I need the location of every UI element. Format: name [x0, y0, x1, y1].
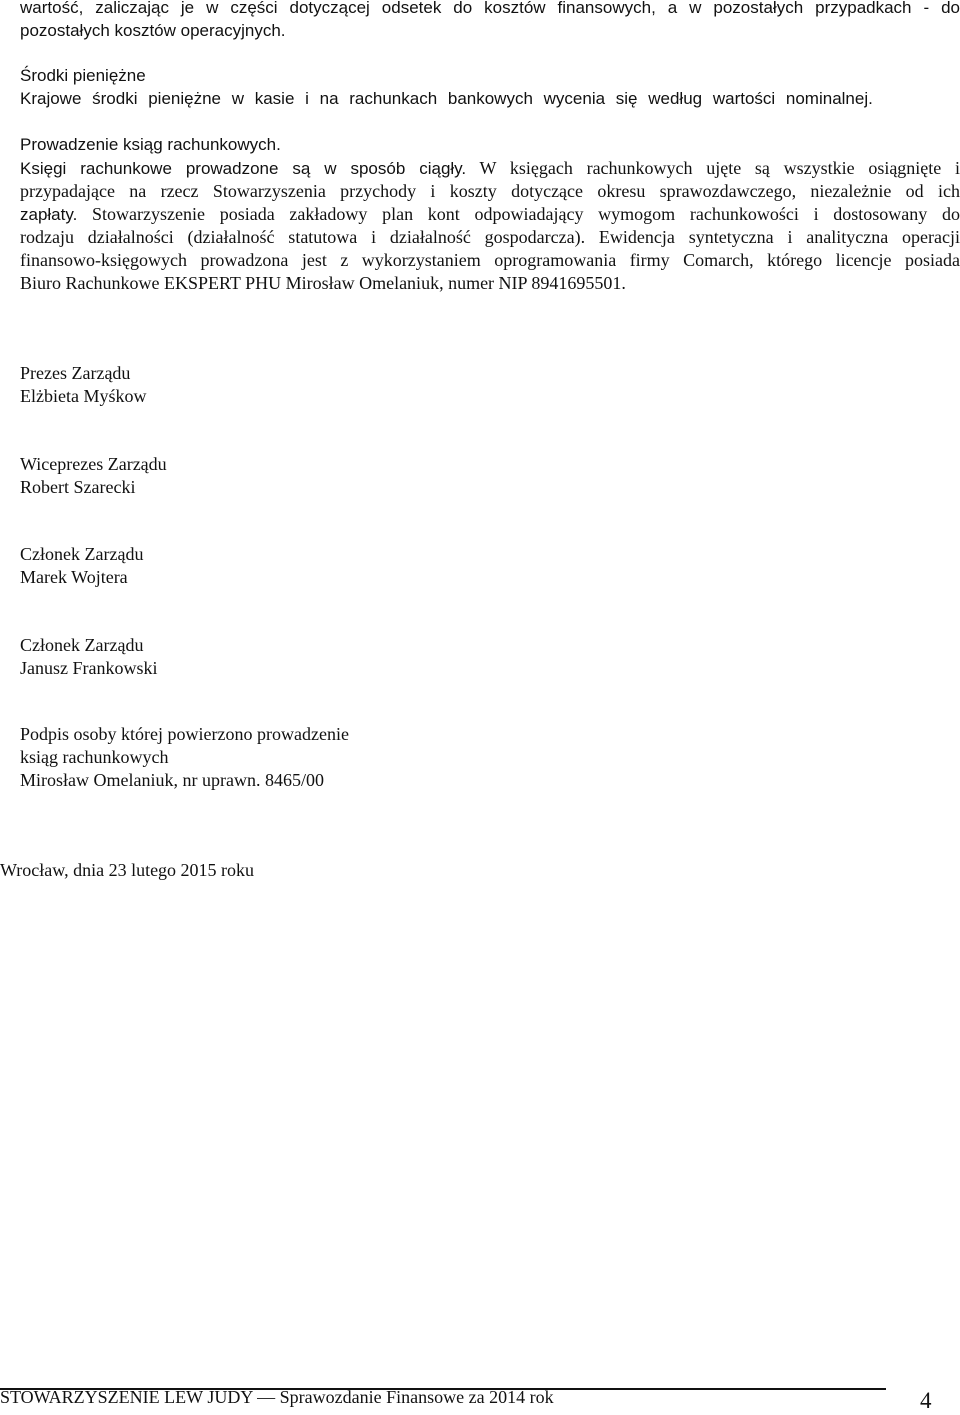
footer-title: [0, 1386, 554, 1409]
signature-name: Janusz Frankowski: [20, 658, 158, 678]
intro-line-2: pozostałych kosztów operacyjnych.: [20, 21, 286, 40]
signature-name: Marek Wojtera: [20, 567, 128, 587]
intro-line-1: wartość, zaliczając je w części dotyczącej odsetek do kosztów finansowych, a w pozostałych przypadkach - do: [20, 0, 960, 17]
bookkeeper-line-1: Podpis osoby której powierzono prowadzenie: [20, 724, 349, 744]
books-line-4: rodzaju działalności (działalność statutowa i działalność gospodarcza). Ewidencja syntetyczna i analityczna operacji: [20, 227, 960, 247]
signature-bookkeeper: [20, 723, 349, 792]
cash-text: Krajowe środki pieniężne w kasie i na rachunkach bankowych wycenia się według wartości nominalnej.: [20, 89, 873, 108]
signature-role: Członek Zarządu: [20, 635, 144, 655]
signature-role: Prezes Zarządu: [20, 363, 131, 383]
books-line-2: przypadające na rzecz Stowarzyszenia przychody i koszty dotyczące okresu sprawozdawczego, niezależnie od ich: [20, 181, 960, 201]
footer-separator: —: [252, 1387, 280, 1407]
footer-organization: STOWARZYSZENIE LEW JUDY: [0, 1387, 253, 1407]
signature-name: Elżbieta Myśkow: [20, 386, 147, 406]
books-heading: Prowadzenie ksiąg rachunkowych.: [20, 135, 281, 154]
page-number: 4: [920, 1388, 932, 1413]
signature-name: Robert Szarecki: [20, 477, 136, 497]
signature-role: Wiceprezes Zarządu: [20, 454, 167, 474]
signature-president: [20, 362, 146, 408]
books-line-1: [20, 157, 960, 180]
signature-vice-president: [20, 453, 167, 499]
books-line-1-lead: Księgi rachunkowe prowadzone są w sposób ciągły.: [20, 159, 467, 178]
books-line-6: Biuro Rachunkowe EKSPERT PHU Mirosław Omelaniuk, numer NIP 8941695501.: [20, 273, 626, 293]
cash-heading: Środki pieniężne: [20, 66, 146, 85]
signature-board-member-1: [20, 543, 143, 589]
footer-report-title: Sprawozdanie Finansowe za 2014 rok: [279, 1387, 554, 1407]
books-line-3-rest: Stowarzyszenie posiada zakładowy plan kont odpowiadający wymogom rachunkowości i dostosowany do: [77, 204, 960, 224]
books-line-3-lead: zapłaty.: [20, 205, 78, 224]
signature-role: Członek Zarządu: [20, 544, 144, 564]
books-line-3: [20, 203, 960, 226]
books-line-1-rest: W księgach rachunkowych ujęte są wszystkie osiągnięte i: [466, 158, 960, 178]
bookkeeper-line-3: Mirosław Omelaniuk, nr uprawn. 8465/00: [20, 770, 324, 790]
place-date: Wrocław, dnia 23 lutego 2015 roku: [0, 860, 255, 880]
books-line-5: finansowo-księgowych prowadzona jest z wykorzystaniem oprogramowania firmy Comarch, którego licencje posiada: [20, 250, 960, 270]
bookkeeper-line-2: ksiąg rachunkowych: [20, 747, 169, 767]
signature-board-member-2: [20, 634, 158, 680]
